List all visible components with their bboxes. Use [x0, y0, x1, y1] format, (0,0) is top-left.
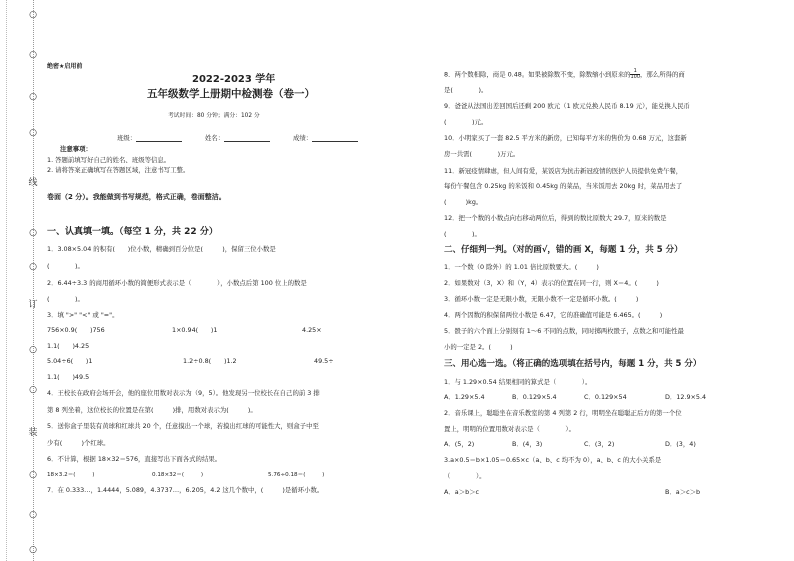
question-line: 置上，明明的位置用数对表示是（ ）。 [444, 425, 576, 433]
calc-item: 0.18×32＝( ) [152, 472, 203, 478]
compare-item: 5.04÷6( )1 [47, 357, 93, 365]
exam-info: 考试时间：80 分钟；满分：102 分 [168, 113, 260, 119]
question-line: 4．王校长在政府会场开会，他的座位用数对表示为（9，5）。他发现另一位校长在自己的前 3 排 [47, 389, 320, 397]
question-line: ( )元。 [444, 118, 488, 126]
binding-mark: ○ [29, 50, 37, 60]
binding-mark: ○ [29, 128, 37, 138]
compare-item: 1.1( )49.5 [47, 373, 90, 381]
option-b: B．(4，3) [512, 440, 543, 448]
question-line: 1．3.08×5.04 的积有( )位小数，精确到百分位是( )，保留三位小数是 [47, 245, 276, 253]
section-1-heading: 一、认真填一填。（每空 1 分，共 22 分） [47, 227, 218, 237]
note-item: 2. 请将答案正确填写在答题区域，注意书写工整。 [47, 166, 190, 174]
class-blank [136, 134, 182, 142]
binding-mark: ○ [29, 385, 37, 395]
question-line: 12．把一个数的小数点向右移动两位后，得到的数比原数大 29.7，原来的数是 [444, 214, 667, 222]
binding-margin [0, 0, 40, 561]
option-d: D．12.9×5.4 [665, 393, 707, 401]
option-a: A．1.29×5.4 [444, 393, 485, 401]
question-line: 房一共需( )万元。 [444, 150, 520, 158]
class-field[interactable] [117, 134, 182, 142]
class-label: 班级： [117, 134, 137, 142]
option-b: B．0.129×5.4 [512, 393, 557, 401]
question-line: 1．一个数（0 除外）的 1.01 倍比原数要大。( ) [444, 263, 599, 271]
binding-mark: ○ [29, 545, 37, 555]
question-line: 5．骰子的六个面上分别刻有 1～6 不同的点数，同时掷两枚骰子，点数之和可能性最 [444, 327, 684, 335]
binding-mark: ○ [29, 470, 37, 480]
question-line: 7．在 0.333…，1.4444，5.0̇8̇9̇，4.3737…，6.20̇5̇，4.2 这几个数中，( )是循环小数。 [47, 486, 324, 494]
question-line: 每份午餐包含 0.25kg 的米饭和 0.45kg 的菜品，当米饭用去 20kg 时，菜品用去了 [444, 182, 683, 190]
score-blank [312, 134, 358, 142]
binding-mark: ○ [29, 92, 37, 102]
question-line: 3．循环小数一定是无限小数，无限小数不一定是循环小数。( ) [444, 295, 639, 303]
name-label: 姓名： [205, 134, 225, 142]
question-line: 6．不计算，根据 18×32＝576，直接写出下面各式的结果。 [47, 455, 222, 463]
q8-fraction [630, 69, 640, 80]
cut-line-outer [6, 0, 7, 561]
question-line: ( )kg。 [444, 198, 483, 206]
binding-mark: 线 [28, 178, 38, 188]
compare-item: 756×0.9( )756 [47, 326, 105, 334]
binding-mark: ○ [29, 262, 37, 272]
option-c: C．0.129×54 [584, 393, 627, 401]
binding-mark: 订 [28, 300, 38, 310]
compare-item: 1.2÷0.8( )1.2 [183, 357, 237, 365]
calc-item: 18×3.2＝( ) [47, 472, 95, 478]
note-item: 1. 答题前填写好自己的姓名、班级等信息。 [47, 156, 171, 164]
question-line: 第 8 列坐着，这位校长的位置是在第( )排，用数对表示为( )。 [47, 406, 257, 414]
option-d: D．(3，4) [665, 440, 696, 448]
section-2-heading: 二、仔细判一判。（对的画√，错的画 X，每题 1 分，共 5 分） [444, 245, 683, 255]
option-a: A．a＞b＞c [444, 488, 480, 496]
question-line [444, 69, 685, 80]
binding-mark: ○ [29, 510, 37, 520]
school-year: 2022-2023 学年 [192, 74, 276, 85]
question-line: ( )。 [47, 262, 84, 270]
fraction-numerator: 1 [630, 69, 640, 75]
name-field[interactable] [205, 134, 270, 142]
compare-item: 1.1( )4.25 [47, 342, 90, 350]
question-line: 1．与 1.29×0.54 结果相同的算式是（ ）。 [444, 378, 592, 386]
question-line: 9．爸爸从法国出差回国后还剩 200 欧元（1 欧元兑换人民币 8.19 元），能兑换人民币 [444, 102, 691, 110]
question-line: ( )。 [47, 295, 84, 303]
question-line: 2．音乐课上，聪聪坐在音乐教室的第 4 列第 2 行，明明坐在聪聪正后方的第一个位 [444, 409, 682, 417]
secret-label: 绝密★启用前 [47, 63, 83, 70]
question-line: 11．新冠疫情肆虐，但人间有爱，某饭店为抗击新冠疫情的医护人员提供免费午餐， [444, 167, 683, 175]
q8-text-tail: ，那么所得的商 [640, 70, 685, 79]
binding-mark: ○ [29, 345, 37, 355]
scroll-face-note: 卷面（2 分）。我能做到书写规范，格式正确，卷面整洁。 [47, 193, 226, 201]
q8-text: 8．两个数相除，商是 0.48。如果被除数不变，除数缩小到原来的 [444, 70, 631, 79]
binding-mark: ○ [29, 228, 37, 238]
calc-item: 5.76÷0.18＝( ) [268, 472, 325, 478]
notes-heading: 注意事项： [60, 145, 92, 153]
question-line: 2．6.44÷3.3 的商用循环小数的简便形式表示是（ ），小数点后第 100 位上的数是 [47, 279, 307, 287]
question-line: 4．两个因数的积保留两位小数是 6.47，它的准确值可能是 6.465。( ) [444, 311, 663, 319]
page-title: 五年级数学上册期中检测卷（卷一） [147, 88, 315, 100]
compare-item: 4.25× [302, 326, 322, 334]
binding-mark: ○ [29, 10, 37, 20]
question-line: 小的一定是 2。( ) [444, 343, 513, 351]
fraction-denominator: 100 [630, 74, 641, 80]
question-line: 3．填 ">" "<" 或 "="。 [47, 311, 119, 319]
question-line: 5．送你盒子里装有黄球和红球共 20 个，任意摸出一个球，若摸出红球的可能性大，则盒子中至 [47, 422, 319, 430]
question-line: 是( )。 [444, 86, 488, 94]
question-line: 10．小明家买了一套 82.5 平方米的新房，已知每平方米的售价为 0.68 万元，这套新 [444, 134, 687, 142]
score-label: 成绩： [293, 134, 313, 142]
compare-item: 49.5÷ [314, 357, 334, 365]
question-line: 少有( )个红球。 [47, 439, 110, 447]
question-line: ( )。 [444, 230, 481, 238]
option-a: A．(5，2) [444, 440, 475, 448]
binding-mark: 装 [28, 428, 38, 438]
option-c: C．(3，2) [584, 440, 615, 448]
section-3-heading: 三、用心选一选。（将正确的选项填在括号内，每题 1 分，共 5 分） [444, 359, 702, 369]
question-line: 3.a×0.5＝b×1.05＝0.65×c（a、b、c 均不为 0），a、b、c 的大小关系是 [444, 456, 662, 464]
compare-item: 1×0.94( )1 [172, 326, 218, 334]
question-line: （ ）。 [444, 472, 486, 480]
question-line: 2．如果数对（3，X）和（Y，4）表示的位置在同一行，则 X＝4。( ) [444, 279, 659, 287]
name-blank [224, 134, 270, 142]
score-field[interactable] [293, 134, 358, 142]
option-b: B．a＞c＞b [665, 488, 701, 496]
